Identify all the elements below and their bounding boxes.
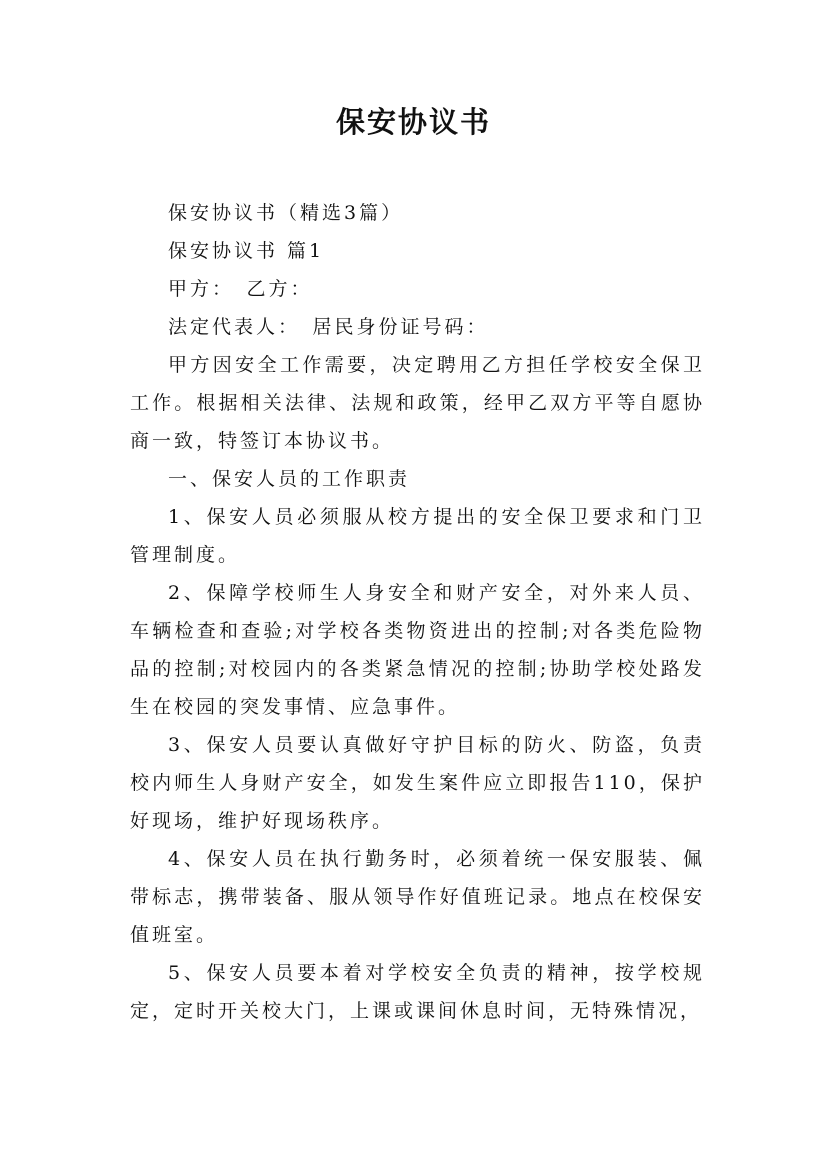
paragraph-clause-4: 4、保安人员在执行勤务时，必须着统一保安服装、佩带标志，携带装备、服从领导作好值班记录。地点在校保安值班室。	[130, 848, 705, 946]
paragraph-clause-3: 3、保安人员要认真做好守护目标的防火、防盗，负责校内师生人身财产安全，如发生案件应立即报告110，保护好现场，维护好现场秩序。	[130, 734, 705, 832]
paragraph-clause-2: 2、保障学校师生人身安全和财产安全，对外来人员、车辆检查和查验;对学校各类物资进出的控制;对各类危险物品的控制;对校园内的各类紧急情况的控制;协助学校处路发生在校园的突发事情、应急事件。	[130, 582, 705, 718]
paragraph-duties-heading: 一、保安人员的工作职责	[168, 468, 411, 490]
document-title: 保安协议书	[335, 105, 491, 139]
paragraph-subtitle: 保安协议书（精选3篇）	[168, 202, 404, 224]
paragraph-section-heading: 保安协议书 篇1	[168, 240, 325, 262]
paragraph-representative: 法定代表人： 居民身份证号码：	[168, 316, 489, 338]
paragraph-preamble: 甲方因安全工作需要，决定聘用乙方担任学校安全保卫工作。根据相关法律、法规和政策，经甲乙双方平等自愿协商一致，特签订本协议书。	[130, 354, 705, 452]
paragraph-parties: 甲方： 乙方：	[168, 278, 313, 300]
document-body	[130, 194, 705, 1030]
paragraph-clause-1: 1、保安人员必须服从校方提出的安全保卫要求和门卫管理制度。	[130, 506, 705, 566]
paragraph-clause-5: 5、保安人员要本着对学校安全负责的精神，按学校规定，定时开关校大门，上课或课间休息时间，无特殊情况，	[130, 962, 705, 1022]
